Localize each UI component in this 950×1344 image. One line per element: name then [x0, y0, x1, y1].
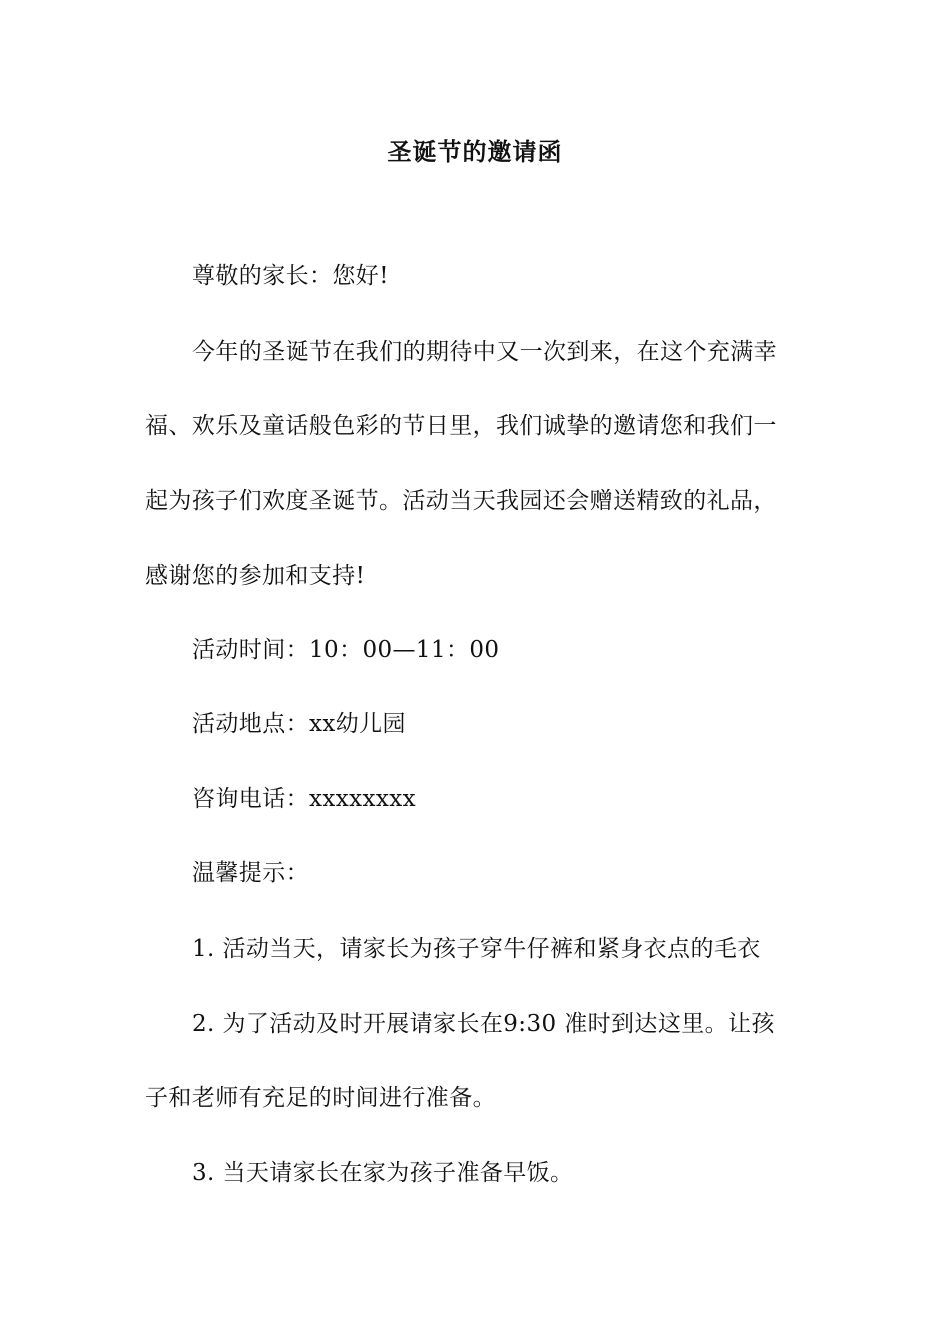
event-time: 活动时间：10：00—11：00	[192, 637, 500, 663]
body-line-4: 感谢您的参加和支持!	[145, 563, 366, 589]
tips-heading: 温馨提示：	[192, 860, 309, 886]
body-line-1: 今年的圣诞节在我们的期待中又一次到来，在这个充满幸	[192, 339, 777, 365]
contact-phone: 咨询电话：xxxxxxxx	[192, 786, 416, 812]
tip-item-1: 1. 活动当天，请家长为孩子穿牛仔裤和紧身衣点的毛衣	[192, 936, 761, 962]
tip-item-2-line-2: 子和老师有充足的时间进行准备。	[145, 1085, 496, 1111]
greeting-text: 尊敬的家长：您好!	[192, 263, 389, 289]
body-line-2: 福、欢乐及童话般色彩的节日里，我们诚挚的邀请您和我们一	[145, 413, 777, 439]
tip-item-2-line-1: 2. 为了活动及时开展请家长在9:30 准时到达这里。让孩	[192, 1011, 775, 1037]
event-place: 活动地点：xx幼儿园	[192, 711, 406, 737]
document-title: 圣诞节的邀请函	[387, 137, 563, 166]
tip-item-3: 3. 当天请家长在家为孩子准备早饭。	[192, 1160, 574, 1186]
body-line-3: 起为孩子们欢度圣诞节。活动当天我园还会赠送精致的礼品，	[145, 488, 777, 514]
